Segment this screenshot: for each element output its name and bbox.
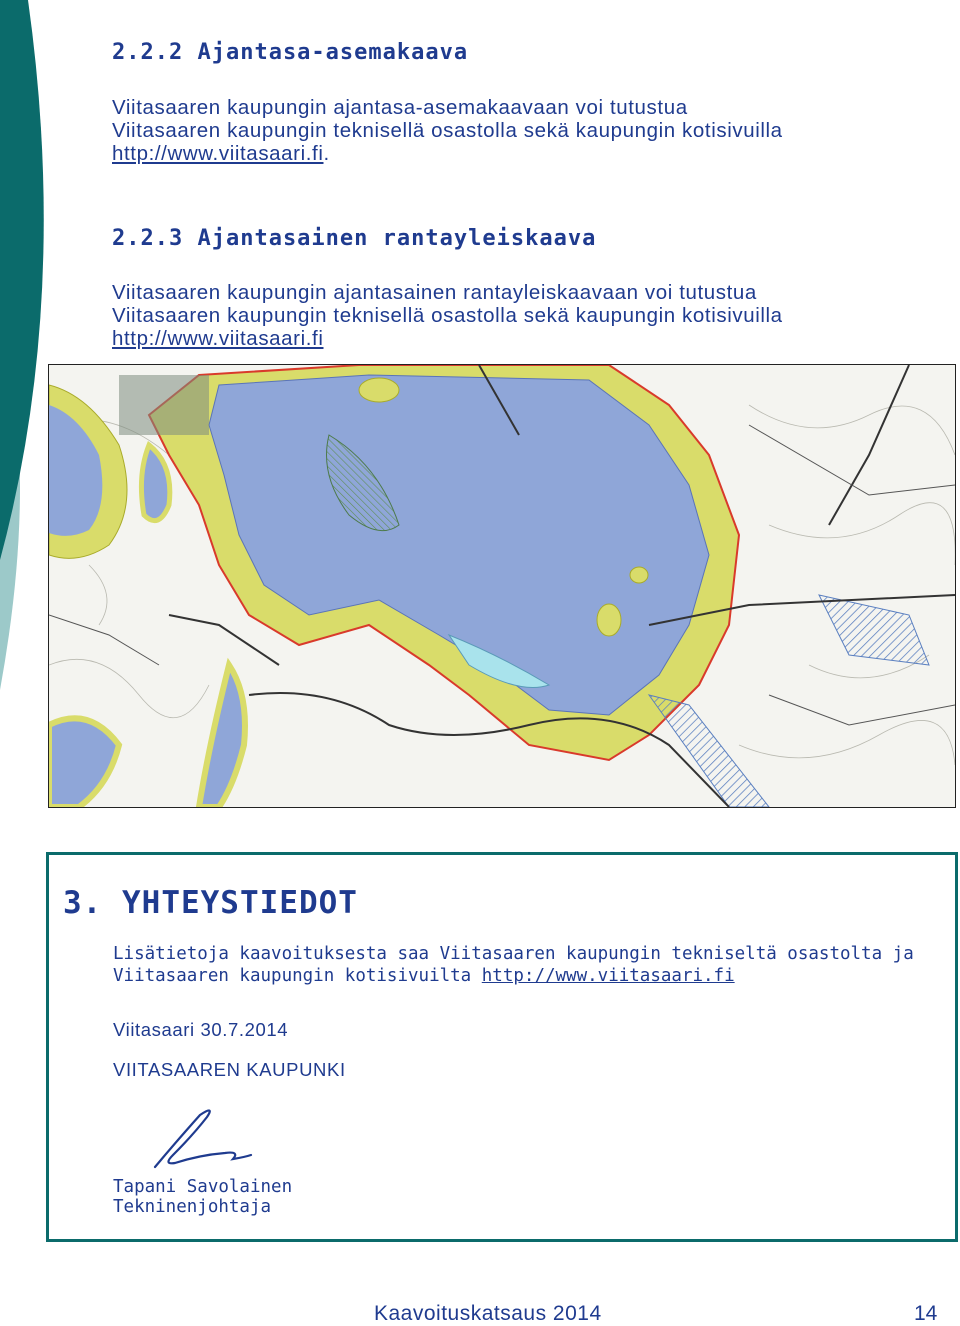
contact-text-line: Lisätietoja kaavoituksesta saa Viitasaaren kaupungin tekniseltä osastolta ja [113, 944, 914, 964]
website-link[interactable]: http://www.viitasaari.fi [112, 327, 324, 350]
paragraph-rantayleiskaava [112, 281, 952, 350]
paragraph-asemakaava [112, 96, 952, 165]
heading-2-2-3: 2.2.3 Ajantasainen rantayleiskaava [112, 226, 597, 251]
website-link[interactable]: http://www.viitasaari.fi [112, 142, 324, 165]
signer-title: Tekninenjohtaja [113, 1197, 272, 1217]
paragraph-line: Viitasaaren kaupungin ajantasa-asemakaavaan voi tutustua [112, 96, 688, 119]
contact-text-line: Viitasaaren kaupungin kotisivuilta [113, 966, 482, 986]
heading-2-2-2: 2.2.2 Ajantasa-asemakaava [112, 40, 469, 65]
dark-teal-shape [0, 0, 44, 560]
signer-name: Tapani Savolainen [113, 1177, 293, 1197]
island [630, 567, 648, 583]
place-date: Viitasaari 30.7.2014 [113, 1019, 289, 1040]
town-area [119, 375, 209, 435]
signature [145, 1103, 255, 1173]
paragraph-line: Viitasaaren kaupungin teknisellä osastolla sekä kaupungin kotisivuilla [112, 119, 783, 142]
signer-block [113, 1177, 292, 1217]
island [597, 604, 621, 636]
island [359, 378, 399, 402]
map-picture [49, 365, 955, 807]
shore-master-plan-map [48, 364, 956, 808]
paragraph-line: Viitasaaren kaupungin ajantasainen rantayleiskaavaan voi tutustua [112, 281, 757, 304]
footer-title: Kaavoituskatsaus 2014 [374, 1302, 602, 1325]
page-number: 14 [914, 1302, 938, 1325]
contact-paragraph [113, 943, 933, 987]
link-suffix: . [323, 142, 330, 165]
contact-box [46, 852, 958, 1242]
website-link[interactable]: http://www.viitasaari.fi [481, 966, 735, 986]
paragraph-line: Viitasaaren kaupungin teknisellä osastolla sekä kaupungin kotisivuilla [112, 304, 783, 327]
organization-name: VIITASAAREN KAUPUNKI [113, 1059, 346, 1080]
contact-heading: 3. YHTEYSTIEDOT [63, 885, 358, 921]
